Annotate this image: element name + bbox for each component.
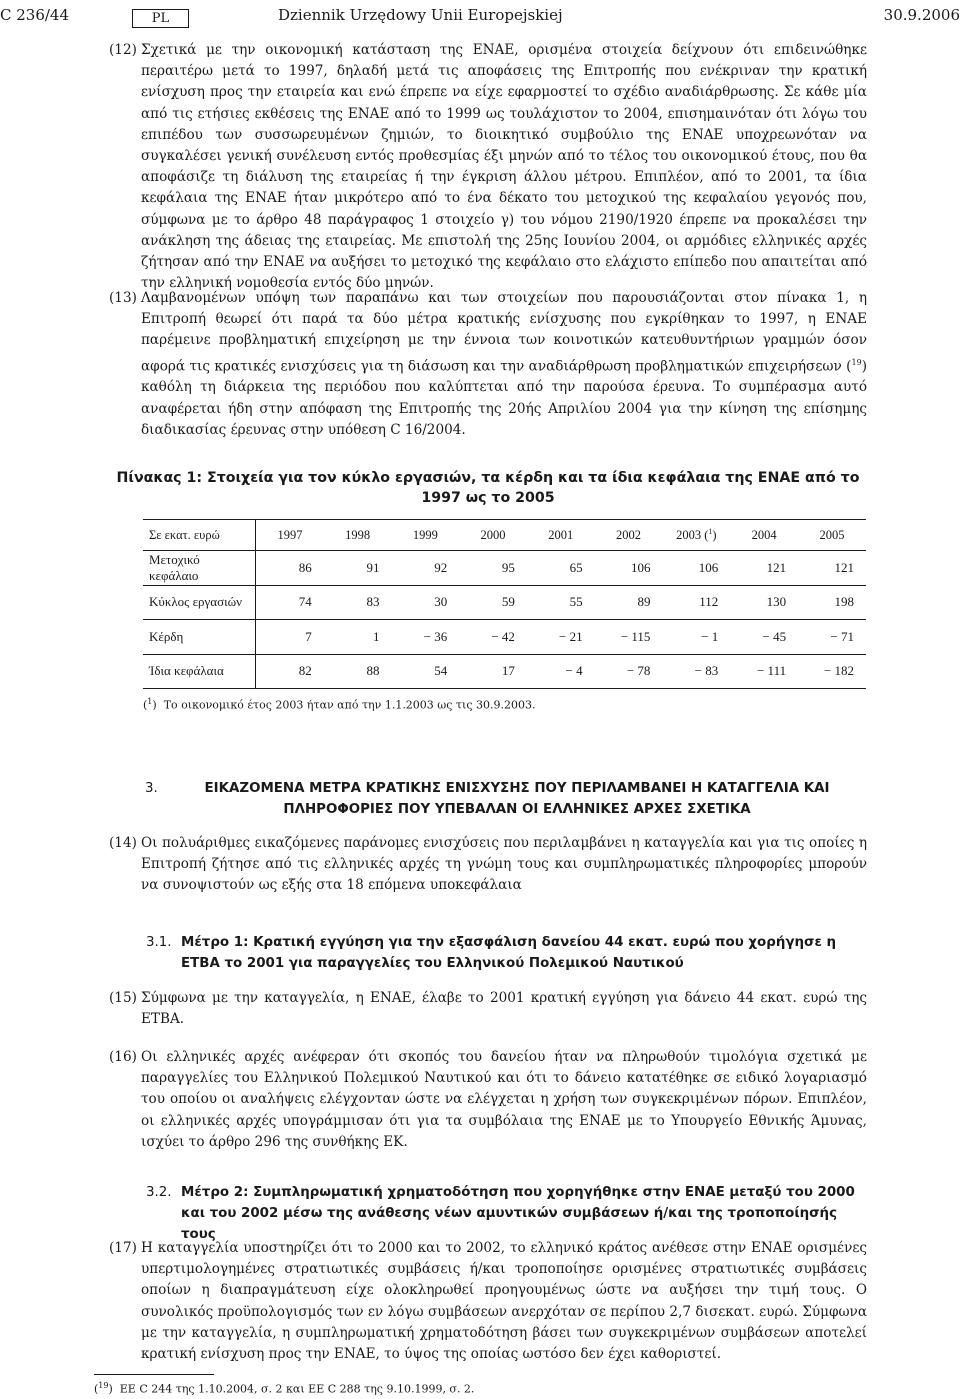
table-cell: − 115: [595, 620, 663, 655]
paragraph-14: [109, 833, 867, 897]
paragraph-text: Οι ελληνικές αρχές ανέφεραν ότι σκοπός του δανείου ήταν να πληρωθούν τιμολόγια σχετικά με παραγγελίες του Ελληνικού Πολεμικού Ναυτικού και ότι το δάνειο κατατέθηκε σε ειδικό λογαριασμό του οποίου οι αναλήψεις ελέγχονταν ώστε να ελέγχεται η χρήση των συγκεκριμένων πόρων. Επιπλέον, οι ελληνικές αρχές υπογράμμισαν ότι για τα συμβόλαια της ΕΝΑΕ με το Υπουργείο Εθνικής Άμυνας, ισχύει το άρθρο 296 της συνθήκης ΕΚ.: [141, 1049, 867, 1150]
table-cell: 30: [392, 585, 460, 620]
table-cell: 95: [459, 551, 527, 586]
table-cell: 88: [324, 654, 392, 689]
table-cell: − 78: [595, 654, 663, 689]
table-cell: 121: [798, 551, 866, 586]
publication-date: 30.9.2006: [883, 6, 960, 24]
paragraph-number: (17): [109, 1240, 137, 1256]
table-cell: − 42: [459, 620, 527, 655]
paragraph-text: Σχετικά με την οικονομική κατάσταση της ΕΝΑΕ, ορισμένα στοιχεία δείχνουν ότι επιδεινώθηκε περαιτέρω μετά το 1997, δηλαδή μετά τις αποφάσεις της Επιτροπής που ενέκριναν την κρατική ενίσχυση προς την εταιρεία και ενώ έπρεπε να είχε εφαρμοστεί το σχέδιο αναδιάρθρωσης. Σε κάθε μία από τις ετήσιες εκθέσεις της ΕΝΑΕ από το 1999 ως τουλάχιστον το 2004, επισημαινόταν ότι λόγω του επιπέδου των συσσωρευμένων ζημιών, το διοικητικό συμβούλιο της ΕΝΑΕ υποχρεωνόταν να συγκαλέσει γενική συνέλευση εντός προθεσμίας έξι μηνών από το τέλος του οικονομικού έτους, που θα αποφάσιζε τη διάλυση της εταιρείας ή την έγκριση άλλου μέτρου. Επιπλέον, από το 2001, τα ίδια κεφάλαια της ΕΝΑΕ ήταν μικρότερο από το ένα δέκατο του μετοχικού της κεφαλαίου γεγονός που, σύμφωνα με το άρθρο 48 παράγραφος 1 στοιχείο γ) του νόμου 2190/1920 έπρεπε να προκαλέσει την ανάκληση της άδειας της εταιρείας. Με επιστολή της 25ης Ιουνίου 2004, οι αρμόδιες ελληνικές αρχές ζήτησαν από την ΕΝΑΕ να αυξήσει το μετοχικό της κεφάλαιο στο ελάχιστο επίπεδο που απαιτείται από την ελληνική νομοθεσία εντός δύο μηνών.: [141, 42, 867, 292]
table-cell: 55: [527, 585, 595, 620]
financial-table: [143, 519, 866, 689]
table-cell: 106: [595, 551, 663, 586]
paragraph-16: [109, 1047, 867, 1153]
section-title: Μέτρο 1: Κρατική εγγύηση για την εξασφάλιση δανείου 44 εκατ. ευρώ που χορήγησε η ΕΤΒΑ το 2001 για παραγγελίες του Ελληνικού Πολεμικού Ναυτικού: [181, 935, 837, 971]
table-cell: 91: [324, 551, 392, 586]
table-cell: − 36: [392, 620, 460, 655]
table-cell: 1: [324, 620, 392, 655]
year-header-2003: 2003 ($^1$): [662, 520, 730, 551]
paragraph-number: (13): [109, 290, 137, 306]
row-label: Ίδια κεφάλαια: [143, 654, 256, 689]
paragraph-text: Σύμφωνα με την καταγγελία, η ΕΝΑΕ, έλαβε το 2001 κρατική εγγύηση για δάνειο 44 εκατ. ευρώ της ΕΤΒΑ.: [141, 990, 867, 1028]
paragraph-text-part-1: Λαμβανομένων υπόψη των παραπάνω και των στοιχείων που παρουσιάζονται στον πίνακα 1, η Επιτροπή θεωρεί ότι παρά τα δύο μέτρα κρατικής ενίσχυσης που εγκρίθηκαν το 1997, η ΕΝΑΕ παρέμεινε προβληματική επιχείρηση με την έννοια των κοινοτικών κατευθυντήριων γραμμών όσον αφορά τις κρατικές ενισχύσεις για τη διάσωση και την αναδιάρθρωση προβληματικών επιχειρήσεων (: [141, 290, 867, 375]
year-header: 2002: [595, 520, 663, 551]
table-cell: 92: [392, 551, 460, 586]
table-cell: − 1: [662, 620, 730, 655]
paragraph-13: [109, 288, 867, 441]
paragraph-text: [141, 288, 867, 441]
year-header: 1999: [392, 520, 460, 551]
table-cell: − 45: [730, 620, 798, 655]
section-title: Μέτρο 2: Συμπληρωματική χρηματοδότηση που χορηγήθηκε στην ΕΝΑΕ μεταξύ του 2000 και του 2002 μέσω της ανάθεσης νέων αμυντικών συμβάσεων ή/και της τροποποίησής τους: [181, 1185, 855, 1242]
table-note: ($^1$) Το οικονομικό έτος 2003 ήταν από την 1.1.2003 ως τις 30.9.2003.: [143, 697, 536, 712]
table-note-number: 1: [147, 697, 153, 706]
table-cell: − 111: [730, 654, 798, 689]
paragraph-number: (16): [109, 1049, 137, 1065]
table-cell: 130: [730, 585, 798, 620]
page-reference: C 236/44: [0, 6, 70, 24]
table-cell: 82: [256, 654, 324, 689]
table-cell: − 21: [527, 620, 595, 655]
paragraph-number: (12): [109, 42, 137, 58]
section-heading-3-2: [146, 1182, 868, 1245]
table-cell: 65: [527, 551, 595, 586]
table-cell: − 182: [798, 654, 866, 689]
paragraph-number: (14): [109, 835, 137, 851]
table-cell: 59: [459, 585, 527, 620]
footnote-number: 19: [98, 1381, 109, 1390]
table-row: [143, 585, 866, 620]
table-row: [143, 551, 866, 586]
year-header: 1997: [256, 520, 324, 551]
table-row: [143, 654, 866, 689]
table-cell: 54: [392, 654, 460, 689]
footnote-separator: [94, 1374, 214, 1375]
year-header: 2004: [730, 520, 798, 551]
year-header: 2000: [459, 520, 527, 551]
footnote-ref: 19: [851, 357, 862, 367]
table-cell: 112: [662, 585, 730, 620]
table-row: [143, 620, 866, 655]
paragraph-17: [109, 1238, 867, 1365]
table-cell: 198: [798, 585, 866, 620]
row-label: Μετοχικό κεφάλαιο: [143, 551, 256, 586]
table-note-ref: 1: [708, 526, 713, 536]
footnote: ($^{19}$) ΕΕ C 244 της 1.10.2004, σ. 2 και ΕΕ C 288 της 9.10.1999, σ. 2.: [94, 1381, 475, 1396]
paragraph-number: (15): [109, 990, 137, 1006]
section-number: 3.: [145, 781, 158, 796]
table-note-text: Το οικονομικό έτος 2003 ήταν από την 1.1.2003 ως τις 30.9.2003.: [163, 698, 536, 712]
row-label: Κέρδη: [143, 620, 256, 655]
section-number: 3.2.: [146, 1185, 172, 1200]
table-cell: − 71: [798, 620, 866, 655]
table-cell: 89: [595, 585, 663, 620]
footnote-text: ΕΕ C 244 της 1.10.2004, σ. 2 και ΕΕ C 288 της 9.10.1999, σ. 2.: [119, 1382, 475, 1396]
journal-title: Dziennik Urzędowy Unii Europejskiej: [278, 6, 563, 24]
year-header: 2005: [798, 520, 866, 551]
language-code: PL: [132, 9, 189, 28]
table-cell: − 4: [527, 654, 595, 689]
paragraph-15: [109, 988, 867, 1030]
paragraph-text: Οι πολυάριθμες εικαζόμενες παράνομες ενισχύσεις που περιλαμβάνει η καταγγελία και για τις οποίες η Επιτροπή ζήτησε από τις ελληνικές αρχές τη γνώμη τους και συμπληρωματικές πληροφορίες μπορούν να συνοψιστούν ως εξής στα 18 επόμενα υποκεφάλαια: [141, 835, 867, 894]
section-number: 3.1.: [146, 935, 172, 950]
section-heading-3: [109, 778, 867, 820]
table-cell: 74: [256, 585, 324, 620]
paragraph-text-part-2: ) καθόλη τη διάρκεια της περιόδου που καλύπτεται από την παρούσα έρευνα. Το συμπέρασμα αυτό αναφέρεται ήδη στην απόφαση της Επιτροπής της 20ής Απριλίου 2004 για την κίνηση της επίσημης διαδικασίας έρευνας στην υπόθεση C 16/2004.: [141, 358, 867, 438]
section-heading-3-1: [146, 932, 868, 974]
table-cell: 83: [324, 585, 392, 620]
table-cell: 106: [662, 551, 730, 586]
section-title: ΕΙΚΑΖΟΜΕΝΑ ΜΕΤΡΑ ΚΡΑΤΙΚΗΣ ΕΝΙΣΧΥΣΗΣ ΠΟΥ ΠΕΡΙΛΑΜΒΑΝΕΙ Η ΚΑΤΑΓΓΕΛΙΑ ΚΑΙ ΠΛΗΡΟΦΟΡΙΕΣ ΠΟΥ ΥΠΕΒΑΛΑΝ ΟΙ ΕΛΛΗΝΙΚΕΣ ΑΡΧΕΣ ΣΧΕΤΙΚΑ: [204, 781, 830, 817]
page-header: [0, 6, 960, 30]
year-header: 2001: [527, 520, 595, 551]
paragraph-12: [109, 40, 867, 294]
paragraph-text: Η καταγγελία υποστηρίζει ότι το 2000 και το 2002, το ελληνικό κράτος ανέθεσε στην ΕΝΑΕ ορισμένες υπερτιμολογημένες στρατιωτικές συμβάσεις ή/και τροποποίησε ορισμένες στρατιωτικές συμβάσεις οποίων η διαπραγμάτευση είχε ολοκληρωθεί προηγουμένως ώστε να αυξήσει την τιμή τους. Ο συνολικός προϋπολογισμός των εν λόγω συμβάσεων ανερχόταν σε περίπου 2,7 δισεκατ. ευρώ. Σύμφωνα με την καταγγελία, η συμπληρωματική χρηματοδότηση βάσει των συγκεκριμένων συμβάσεων αποτελεί κρατική ενίσχυση προς την ΕΝΑΕ, το ύψος της οποίας ωστόσο δεν έχει καθοριστεί.: [141, 1240, 867, 1363]
table-header-row: [143, 520, 866, 551]
table-title: Πίνακας 1: Στοιχεία για τον κύκλο εργασιών, τα κέρδη και τα ίδια κεφάλαια της ΕΝΑΕ από το 1997 ως το 2005: [116, 470, 860, 506]
table-cell: 86: [256, 551, 324, 586]
table-cell: 121: [730, 551, 798, 586]
table-cell: − 83: [662, 654, 730, 689]
table-cell: 17: [459, 654, 527, 689]
year-header: 1998: [324, 520, 392, 551]
row-label: Κύκλος εργασιών: [143, 585, 256, 620]
table-cell: 7: [256, 620, 324, 655]
unit-label: Σε εκατ. ευρώ: [143, 520, 256, 551]
